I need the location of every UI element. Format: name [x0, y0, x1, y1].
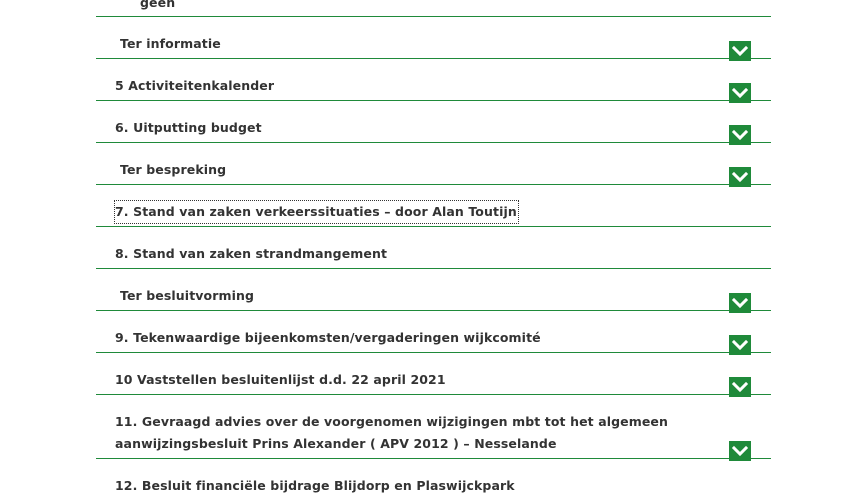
- expand-toggle-button[interactable]: [729, 377, 751, 397]
- agenda-item-9[interactable]: [96, 311, 771, 353]
- agenda-item-label: 12. Besluit financiële bijdrage Blijdorp en Plaswijckpark: [115, 478, 515, 493]
- expand-toggle-button[interactable]: [729, 441, 751, 461]
- chevron-down-icon: [729, 441, 751, 461]
- agenda-row-geen: [96, 0, 771, 17]
- agenda-item-6[interactable]: [96, 101, 771, 143]
- agenda-item-10[interactable]: [96, 353, 771, 395]
- chevron-down-icon: [729, 83, 751, 103]
- agenda-section-label: Ter informatie: [120, 36, 221, 51]
- expand-toggle-button[interactable]: [729, 83, 751, 103]
- chevron-down-icon: [729, 167, 751, 187]
- expand-toggle-button[interactable]: [729, 293, 751, 313]
- chevron-down-icon: [729, 335, 751, 355]
- agenda-section-label: Ter besluitvorming: [120, 288, 255, 303]
- agenda-item-label: 6. Uitputting budget: [115, 120, 262, 135]
- agenda-item-label: 11. Gevraagd advies over de voorgenomen wijzigingen mbt tot het algemeen aanwijzingsbesluit Prins Alexander ( APV 2012 ) – Nesselande: [115, 414, 669, 451]
- expand-toggle-button[interactable]: [729, 167, 751, 187]
- agenda-item-label: 8. Stand van zaken strandmangement: [115, 246, 388, 261]
- chevron-down-icon: [729, 41, 751, 61]
- expand-toggle-button[interactable]: [729, 125, 751, 145]
- agenda-item-5[interactable]: [96, 59, 771, 101]
- agenda-item-label: 10 Vaststellen besluitenlijst d.d. 22 april 2021: [115, 372, 446, 387]
- agenda-item-11[interactable]: [96, 395, 771, 459]
- chevron-down-icon: [729, 125, 751, 145]
- agenda-item-7[interactable]: [96, 185, 771, 227]
- agenda-item-label: geen: [140, 0, 176, 10]
- agenda-item-12[interactable]: [96, 459, 771, 501]
- agenda-section-ter-besluitvorming[interactable]: [96, 269, 771, 311]
- expand-toggle-button[interactable]: [729, 335, 751, 355]
- agenda-item-label[interactable]: 7. Stand van zaken verkeerssituaties – door Alan Toutijn: [115, 201, 518, 223]
- agenda-section-ter-informatie[interactable]: [96, 17, 771, 59]
- agenda-section-label: Ter bespreking: [120, 162, 227, 177]
- agenda-item-label: 9. Tekenwaardige bijeenkomsten/vergaderingen wijkcomité: [115, 330, 541, 345]
- agenda-item-8[interactable]: [96, 227, 771, 269]
- agenda-item-label: 5 Activiteitenkalender: [115, 78, 275, 93]
- expand-toggle-button[interactable]: [729, 41, 751, 61]
- chevron-down-icon: [729, 377, 751, 397]
- agenda-section-ter-bespreking[interactable]: [96, 143, 771, 185]
- chevron-down-icon: [729, 293, 751, 313]
- agenda-list: [96, 0, 771, 500]
